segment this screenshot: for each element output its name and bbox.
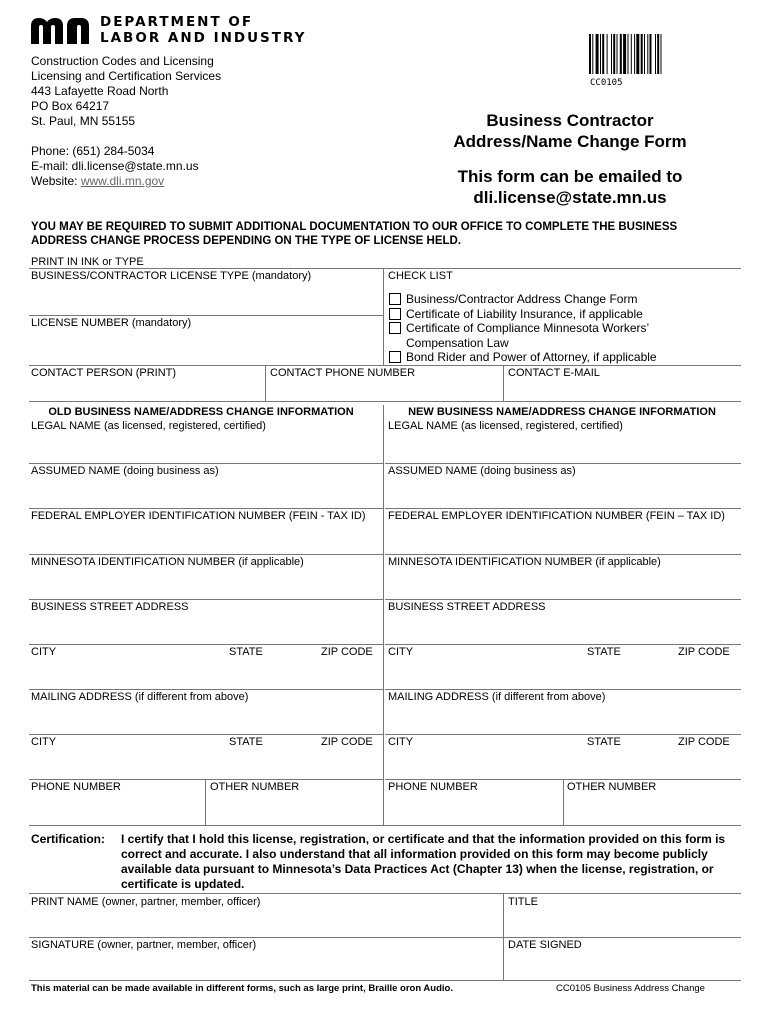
old-legal-name-label: LEGAL NAME (as licensed, registered, certified) (31, 420, 266, 432)
website-link[interactable]: www.dli.mn.gov (80, 174, 165, 188)
contact-person-field[interactable] (29, 381, 263, 399)
old-other-number-label: OTHER NUMBER (210, 781, 300, 793)
title-field[interactable] (505, 910, 739, 936)
old-mailing-address-field[interactable] (29, 705, 381, 733)
new-fein-field[interactable] (385, 524, 739, 552)
new-phone-field[interactable] (385, 795, 739, 823)
new-assumed-name-field[interactable] (385, 479, 739, 507)
print-instruction: PRINT IN INK or TYPE (31, 256, 144, 268)
old-mailing-city-state-zip-field[interactable] (29, 750, 381, 778)
department-name: DEPARTMENT OF LABOR AND INDUSTRY (100, 14, 307, 46)
new-other-number-label: OTHER NUMBER (567, 781, 657, 793)
contact-email-label: CONTACT E-MAIL (508, 367, 600, 379)
checklist-checkbox-2[interactable] (389, 308, 401, 320)
new-zip2-label: ZIP CODE (678, 736, 730, 748)
old-assumed-name-label: ASSUMED NAME (doing business as) (31, 465, 219, 477)
checklist-checkbox-1[interactable] (389, 293, 401, 305)
email-note: This form can be emailed to dli.license@state.mn.us (457, 167, 683, 207)
new-street-address-field[interactable] (385, 615, 739, 643)
checklist-item-2: Certificate of Liability Insurance, if applicable (406, 307, 643, 321)
new-city2-label: CITY (388, 736, 414, 748)
old-mn-id-label: MINNESOTA IDENTIFICATION NUMBER (if applicable) (31, 556, 304, 568)
old-city-state-zip-field[interactable] (29, 660, 381, 688)
contact-person-label: CONTACT PERSON (PRINT) (31, 367, 177, 379)
new-street-address-label: BUSINESS STREET ADDRESS (388, 601, 546, 613)
contact-email-field[interactable] (505, 381, 739, 399)
contact-phone-label: CONTACT PHONE NUMBER (270, 367, 416, 379)
contact-phone-field[interactable] (267, 381, 501, 399)
new-mn-id-field[interactable] (385, 570, 739, 598)
form-code: CC0105 (590, 78, 623, 88)
old-zip2-label: ZIP CODE (321, 736, 373, 748)
agency-email: E-mail: dli.license@state.mn.us (31, 159, 199, 173)
old-assumed-name-field[interactable] (29, 479, 381, 507)
checklist-item-4: Bond Rider and Power of Attorney, if applicable (406, 350, 657, 364)
new-mailing-address-field[interactable] (385, 705, 739, 733)
date-signed-field[interactable] (505, 953, 739, 979)
new-mailing-city-state-zip-field[interactable] (385, 750, 739, 778)
license-type-field[interactable] (29, 285, 379, 313)
new-mailing-address-label: MAILING ADDRESS (if different from above) (388, 691, 606, 703)
barcode (589, 34, 690, 74)
new-city-label: CITY (388, 646, 414, 658)
license-number-field[interactable] (29, 331, 379, 363)
old-section-heading: OLD BUSINESS NAME/ADDRESS CHANGE INFORMATION (48, 406, 354, 418)
old-street-address-label: BUSINESS STREET ADDRESS (31, 601, 189, 613)
mn-logo-icon (31, 18, 95, 44)
certification-text: I certify that I hold this license, registration, or certificate and that the information provided on this form is correct and accurate. I also understand that all information provided on this form may become publicly available data pursuant to Minnesota’s Data Practices Act (Chapter 13) when the license, registration, or certificate is updated. (121, 832, 726, 891)
old-state2-label: STATE (229, 736, 263, 748)
checklist-title: CHECK LIST (388, 270, 453, 282)
new-legal-name-label: LEGAL NAME (as licensed, registered, certified) (388, 420, 623, 432)
documentation-notice: YOU MAY BE REQUIRED TO SUBMIT ADDITIONAL DOCUMENTATION TO OUR OFFICE TO COMPLETE THE BUSINESS ADDRESS CHANGE PROCESS DEPENDING ON THE TYPE OF LICENSE HELD. (31, 221, 678, 247)
new-phone-label: PHONE NUMBER (388, 781, 478, 793)
new-mn-id-label: MINNESOTA IDENTIFICATION NUMBER (if applicable) (388, 556, 661, 568)
footer-form-code: CC0105 Business Address Change (556, 983, 705, 994)
certification-heading: Certification: (31, 832, 106, 846)
old-phone-label: PHONE NUMBER (31, 781, 121, 793)
new-section-heading: NEW BUSINESS NAME/ADDRESS CHANGE INFORMATION (408, 406, 716, 418)
old-street-address-field[interactable] (29, 615, 381, 643)
old-state-label: STATE (229, 646, 263, 658)
new-city-state-zip-field[interactable] (385, 660, 739, 688)
new-state-label: STATE (587, 646, 621, 658)
checklist-checkbox-3[interactable] (389, 322, 401, 334)
agency-address: Construction Codes and Licensing Licensing and Certification Services 443 Lafayette Road North PO Box 64217 St. Paul, MN 55155 Phone: (651) 284-5034 E-mail: dli.license@state.mn.us Website: www.dli.mn.gov (31, 54, 222, 188)
agency-phone: Phone: (651) 284-5034 (31, 144, 155, 158)
checklist-item-3: Certificate of Compliance Minnesota Workers’ (406, 321, 650, 335)
checklist-checkbox-4[interactable] (389, 351, 401, 363)
old-city2-label: CITY (31, 736, 57, 748)
checklist-item-3-continued: Compensation Law (406, 336, 509, 350)
old-phone-field[interactable] (29, 795, 381, 823)
license-type-label: BUSINESS/CONTRACTOR LICENSE TYPE (mandatory) (31, 270, 312, 282)
old-city-label: CITY (31, 646, 57, 658)
signature-field[interactable] (29, 953, 499, 979)
new-fein-label: FEDERAL EMPLOYER IDENTIFICATION NUMBER (FEIN – TAX ID) (388, 510, 725, 522)
signature-label: SIGNATURE (owner, partner, member, officer) (31, 939, 257, 951)
form-title: Business Contractor Address/Name Change Form (453, 111, 687, 151)
checklist-item-1: Business/Contractor Address Change Form (406, 292, 638, 306)
old-fein-label: FEDERAL EMPLOYER IDENTIFICATION NUMBER (FEIN - TAX ID) (31, 510, 366, 522)
new-state2-label: STATE (587, 736, 621, 748)
title-label: TITLE (508, 896, 538, 908)
license-number-label: LICENSE NUMBER (mandatory) (31, 317, 192, 329)
old-legal-name-field[interactable] (29, 434, 381, 462)
old-fein-field[interactable] (29, 524, 381, 552)
old-mailing-address-label: MAILING ADDRESS (if different from above) (31, 691, 249, 703)
new-assumed-name-label: ASSUMED NAME (doing business as) (388, 465, 576, 477)
accessibility-note: This material can be made available in different forms, such as large print, Braille oron Audio. (31, 983, 453, 994)
new-legal-name-field[interactable] (385, 434, 739, 462)
old-zip-label: ZIP CODE (321, 646, 373, 658)
print-name-field[interactable] (29, 910, 499, 936)
old-mn-id-field[interactable] (29, 570, 381, 598)
date-signed-label: DATE SIGNED (508, 939, 582, 951)
new-zip-label: ZIP CODE (678, 646, 730, 658)
print-name-label: PRINT NAME (owner, partner, member, officer) (31, 896, 261, 908)
